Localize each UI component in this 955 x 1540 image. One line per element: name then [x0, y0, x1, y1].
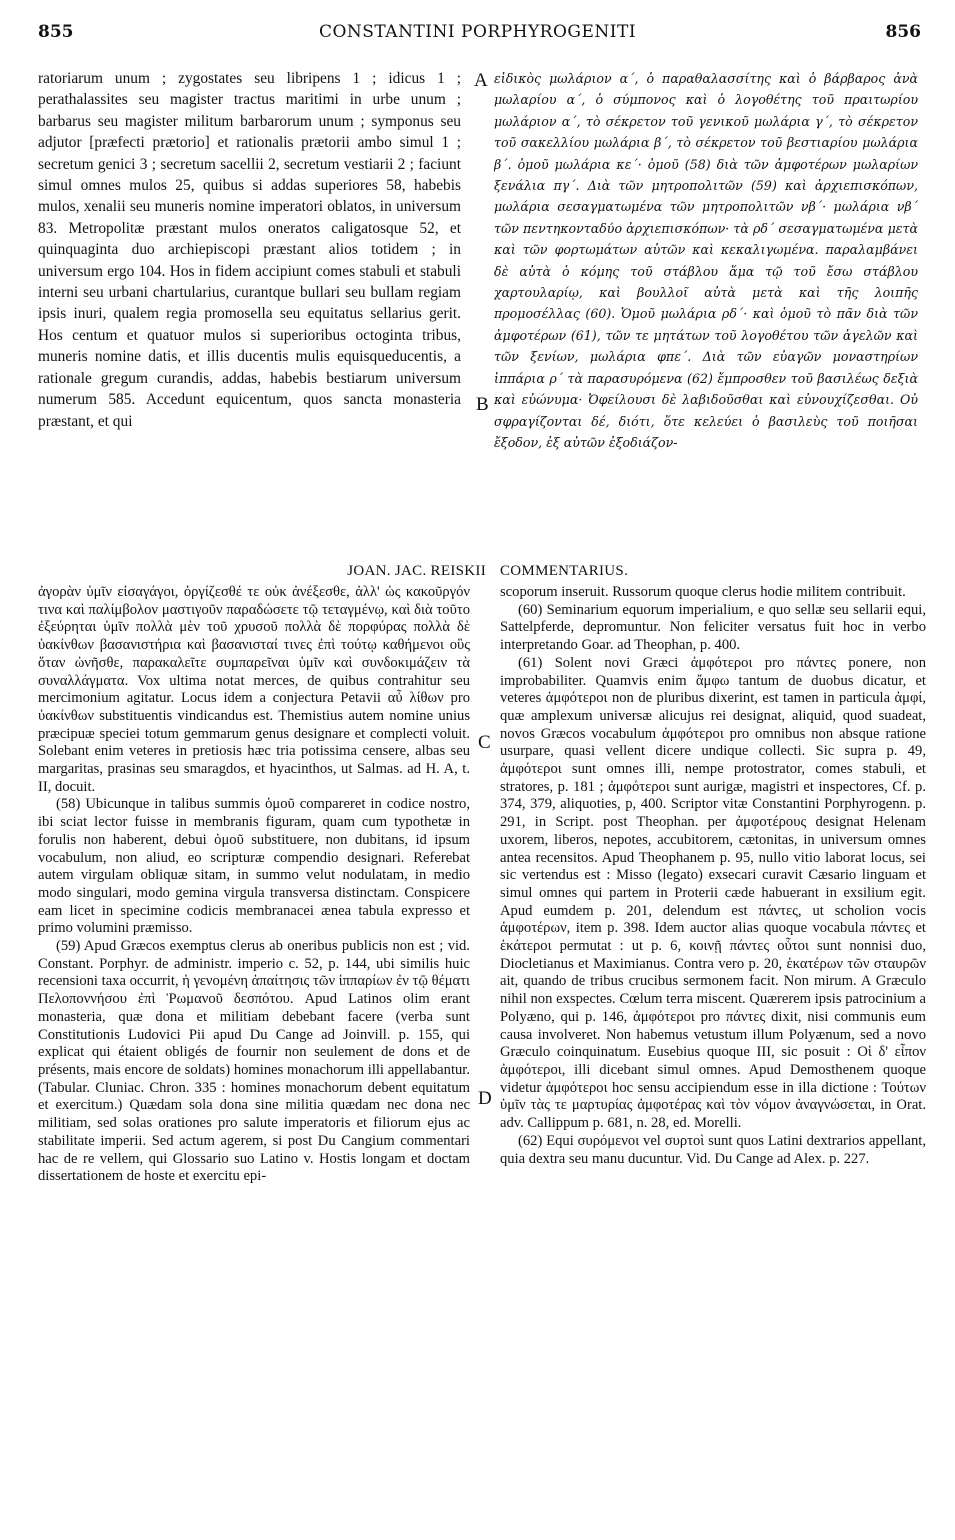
page-number-left: 855: [38, 22, 74, 42]
margin-letter-d: D: [478, 1088, 492, 1109]
margin-letter-c: C: [478, 732, 491, 753]
latin-text: ratoriarum unum ; zygostates seu libripens 1 ; idicus 1 ; perathalassites seu magister tractus maritimi in urbe unum ; barbarus seu magister militum barbarorum unum ; symponus seu adjutor [præfecti prætorio] et rationalis prætorii ambo simul 1 ; secretum genici 3 ; secretum sacellii 2, secretum vestiarii 2 ; faciunt simul omnes mulos 25, quibus si addas superiores 58, habebis mulos, xenalii seu muneris nomine imperatori oblatos, in universum 83. Metropolitæ præstant mulos oneratos caligatosque 52, et quinquaginta duo archiepiscopi præstant alios totidem ; in universum ergo 104. Hos in fidem accipiunt comes stabuli et stabuli interni seu urbani chartularius, curantque bullari seu bullam regiam ipsis inuri, qualem regia promosella seu equitatus sellarius gerit. Hos centum et quatuor mulos si superioribus octoginta tribus, muneris nomine datis, et illis ducentis mulis equisqueducentis, a rationale gregum curandis, addas, habebis bestiarum universum numerum 585. Accedunt equicentum, quos sancta monasteria præstant, et qui: [38, 70, 461, 430]
margin-letter-a: A: [474, 70, 488, 91]
commentary-note-60: (60) Seminarium equorum imperialium, e quo sellæ seu sellarii equi, Sattelpferde, depromuntur. Non feliciter versatus fuit hoc in verbo interpretando Goar. ad Theophan, p. 400.: [500, 601, 926, 654]
margin-letter-b: B: [476, 394, 489, 415]
commentary-note-61: (61) Solent novi Græci ἀμφότεροι pro πάντες ponere, non improbabiliter. Quamvis enim ἄμφω tantum de duobus dicatur, et veteres ἀμφότεροι non de pluribus dixerint, est tamen in particula ἀμφί, quæ amplexum universæ alicujus rei designat, aliquid, quod suadeat, novos Græcos vocabulum ἀμφότεροι pro omnibus non absque ratione usurpare, quasi vellent dicere undique collecti. Sic supra p. 49, ἀμφότεροι sunt omnes illi, nempe protostrator, comes stabuli, et stratores, p. 181 ; ἀμφότεροι sunt aurigæ, magistri et inspectores, Cf. p. 374, 379, aliquoties, p, 400. Scriptor vitæ Constantini Porphyrogenn. p. 291, in Script. post Theophan. per ἀμφοτέρους designat Helenam uxorem, liberos, nepotes, accubitorem, cætonitas, in universum omnes antea recensitos. Apud Theophanem p. 95, nullo vitio laborat locus, sei sic vertendus est : Misso (legato) exsecari curavit Cæsario linguam et simul omnes qui partem in Proterii cæde habuerant in exsilium egit. Apud eumdem p. 201, delendum est πάντες, ut scholion vocis ἀμφοτέρων, item p. 398. Idem auctor alias quoque vocabula πάντες et ἑκάτεροι permutat : ut p. 6, κοινῇ πάντες οὗτοι sunt nonnisi duo, Diocletianus et Maximianus. Contra vero p. 20, ἑκατέρων τῶν σταυρῶν ait, quando de tribus crucibus sermonem facit. Non mirum. A Græculo nihil non exspectes. Cœlum terra miscent. Quærerem ipsis patrocinium a Polyæno, qui p. 146, ἀμφότεροι pro πάντες dixit, nisi communis eum causa involveret. Non habemus vetustum illum Polyænum, sed a novo Græculo coinquinatum. Eusebius quoque III, sic posuit : Οἱ δ' εἶπον ἀμφότεροι, illi dicebant simul omnes. Apud Demosthenem quoque videtur ἀμφότεροι hoc sensu accipiendum esse in illa dictione : Τούτων ὑμῖν τὰς τε μαρτυρίας ἀμφοτέρας καὶ τὸν νόμον ἀναγνώσεται, in Orat. adv. Callippum p. 681, n. 28, ed. Morelli.: [500, 654, 926, 1132]
commentary-note-59: (59) Apud Græcos exemptus clerus ab oneribus publicis non est ; vid. Constant. Porphyr. de administr. imperio c. 52, p. 144, ubi similis huic recensioni taxa occurrit, ἡ γενομένη ἀπαίτησις τῶν ἱππαρίων ἐν τῷ θέματι Πελοποννήσου ἐπὶ Ῥωμανοῦ δεσπότου. Apud Latinos olim erant monasteria, quæ dona et militiam debebant facere (verba sunt Constitutionis Ludovici Pii apud Du Cange ad Joinvill. p. 155, qui explicat qui étaient obligés de fournir non seulement de dons et de présents, mais encore de soldats) homines monachorum illi appellabantur. (Tabular. Cluniac. Chron. 335 : homines monachorum debent equitatum et exercitum.) Quædam sola dona sine militia quædam nec dona nec militiam, sed solas orationes pro salute imperatoris et filiorum ejus ac stabilitate imperii. Sed actum agerem, si post Du Cangium commentari hac de re vellem, qui Glossario suo Latino v. Hostis longam et doctam dissertationem de hoste et exercitu epi-: [38, 938, 470, 1185]
greek-text: εἰδικὸς μωλάριον α΄, ὁ παραθαλασσίτης καὶ ὁ βάρβαρος ἀνὰ μωλαρίου α΄, ὁ σύμπονος καὶ ὁ λογοθέτης τοῦ πραιτωρίου μωλάριον α΄, τὸ σέκρετον τοῦ γενικοῦ μωλάρια γ΄, τὸ σέκρετον τοῦ σακελλίου μωλάρια β΄, τὸ σέκρετον τοῦ βεστιαρίου μωλάρια β΄. ὁμοῦ μωλάρια κε΄· ὁμοῦ (58) διὰ τῶν ἀμφοτέρων μωλαρίων ξενάλια πγ΄. Διὰ τῶν μητροπολιτῶν (59) καὶ ἀρχιεπισκόπων, μωλάρια σεσαγματωμένα τῶν μητροπολιτῶν νβ΄· μωλάρια νβ΄ τῶν πεντηκονταδύο ἀρχιεπισκόπων· τὰ ρδ΄ σεσαγματωμένα μετὰ καὶ τῶν φορτωμάτων αὐτῶν καὶ κεκαλιγωμένα. παραλαμβάνει δὲ αὐτὰ ὁ κόμης τοῦ στάβλου ἅμα τῷ τοῦ ἔσω στάβλου χαρτουλαρίῳ, καὶ βουλλοῖ αὐτὰ μετὰ καὶ τῆς λοιπῆς προμοσέλλας (60). Ὁμοῦ μωλάρια ρδ΄· καὶ ὁμοῦ τὸ πᾶν διὰ τῶν ἀμφοτέρων (61), τῶν τε μητάτων τοῦ λογοθέτου τῶν ἀγελῶν καὶ τῶν ξενίων, μωλάρια φπε΄. Διὰ τῶν εὐαγῶν μοναστηρίων ἱππάρια ρ΄ τὰ παρασυρόμενα (62) ἔμπροσθεν τοῦ βασιλέως δεξιὰ καὶ εὐώνυμα· Ὀφείλουσι δὲ λαβιδοῦσθαι καὶ εὐνουχίζεσθαι. Οὐ σφραγίζονται δέ, διότι, ὅτε κελεύει ὁ βασιλεὺς τοῦ ποιῆσαι ἔξοδον, ἐξ αὐτῶν ἐξοδιάζον-: [494, 71, 918, 450]
commentary-note-62: (62) Equi συρόμενοι vel συρτοὶ sunt quos Latini dextrarios appellant, quia dextra seu manu ducuntur. Vid. Du Cange ad Alex. p. 227.: [500, 1132, 926, 1167]
commentary-paragraph: scoporum inseruit. Russorum quoque clerus hodie militem contribuit.: [500, 584, 906, 600]
commentary-note-58: (58) Ubicunque in talibus summis ὁμοῦ compareret in codice nostro, ibi sciat lector fuisse in membranis figuram, quam cum typothetæ in forulis non haberent, debui ὁμοῦ substituere, non dubitans, id ipsum vocabulum, non aliud, eo scripturæ compendio designari. Referebat autem virgulam obliquæ sitam, in summo velut nodulatam, in medio modo singulari, modo gemina virgula transversa distinctam. Conspicere eam licet in specimine codicis membranacei ænea tabula expresso et primo volumini præmisso.: [38, 796, 470, 937]
commentary-heading: COMMENTARIUS.: [500, 563, 629, 579]
commentary-right-column: [500, 584, 926, 1514]
author-signature: JOAN. JAC. REISKII: [347, 563, 486, 579]
commentary-left-column: [38, 584, 470, 1514]
page-number-right: 856: [885, 22, 921, 42]
commentary-paragraph: ἀγορὰν ὑμῖν εἰσαγάγοι, ὀργίζεσθέ τε οὐκ ἀνέξεσθε, ἀλλ' ὡς κακοῦργόν τινα καὶ παλίμβολον μαστιγοῦν παραδώσετε τῷ τεταγμένῳ, καὶ διὰ τοῦτο ἐξεύρηται ὑμῖν πολλὰ μὲν τοῦ χρυσοῦ πολλὰ δὲ πορφύρας πολλὰ δὲ ὑακίνθων βασανιστήρια καὶ βασανισταί τινες ἐπὶ τούτῳ καθήμενοι οὓς ὅταν ὠνῆσθε, παρακαλεῖτε συμπαρεῖναι ὑμῖν καὶ συνδοκιμάζειν τὰ συναλλάγματα. Vox ultima notat merces, de quibus contrahitur seu mercimonium agitatur. Locus idem a conjectura Petavii αὖ λίθων pro ὑακίνθων substituentis vindicandus est. Themistius autem nomine unius præcipuæ speciei totum gemmarum genus designare et complecti voluit. Solebant enim veteres in pretiosis hæc tria potissima censere, albas seu margaritas, prasinas seu smaragdos, et hyacinthos, ut Salmas. ad H. A, t. II, docuit.: [38, 584, 470, 795]
latin-translation-column: [38, 68, 461, 564]
running-header: [0, 22, 955, 48]
greek-original-column: [494, 68, 918, 564]
running-title: CONSTANTINI PORPHYROGENITI: [318, 22, 637, 42]
